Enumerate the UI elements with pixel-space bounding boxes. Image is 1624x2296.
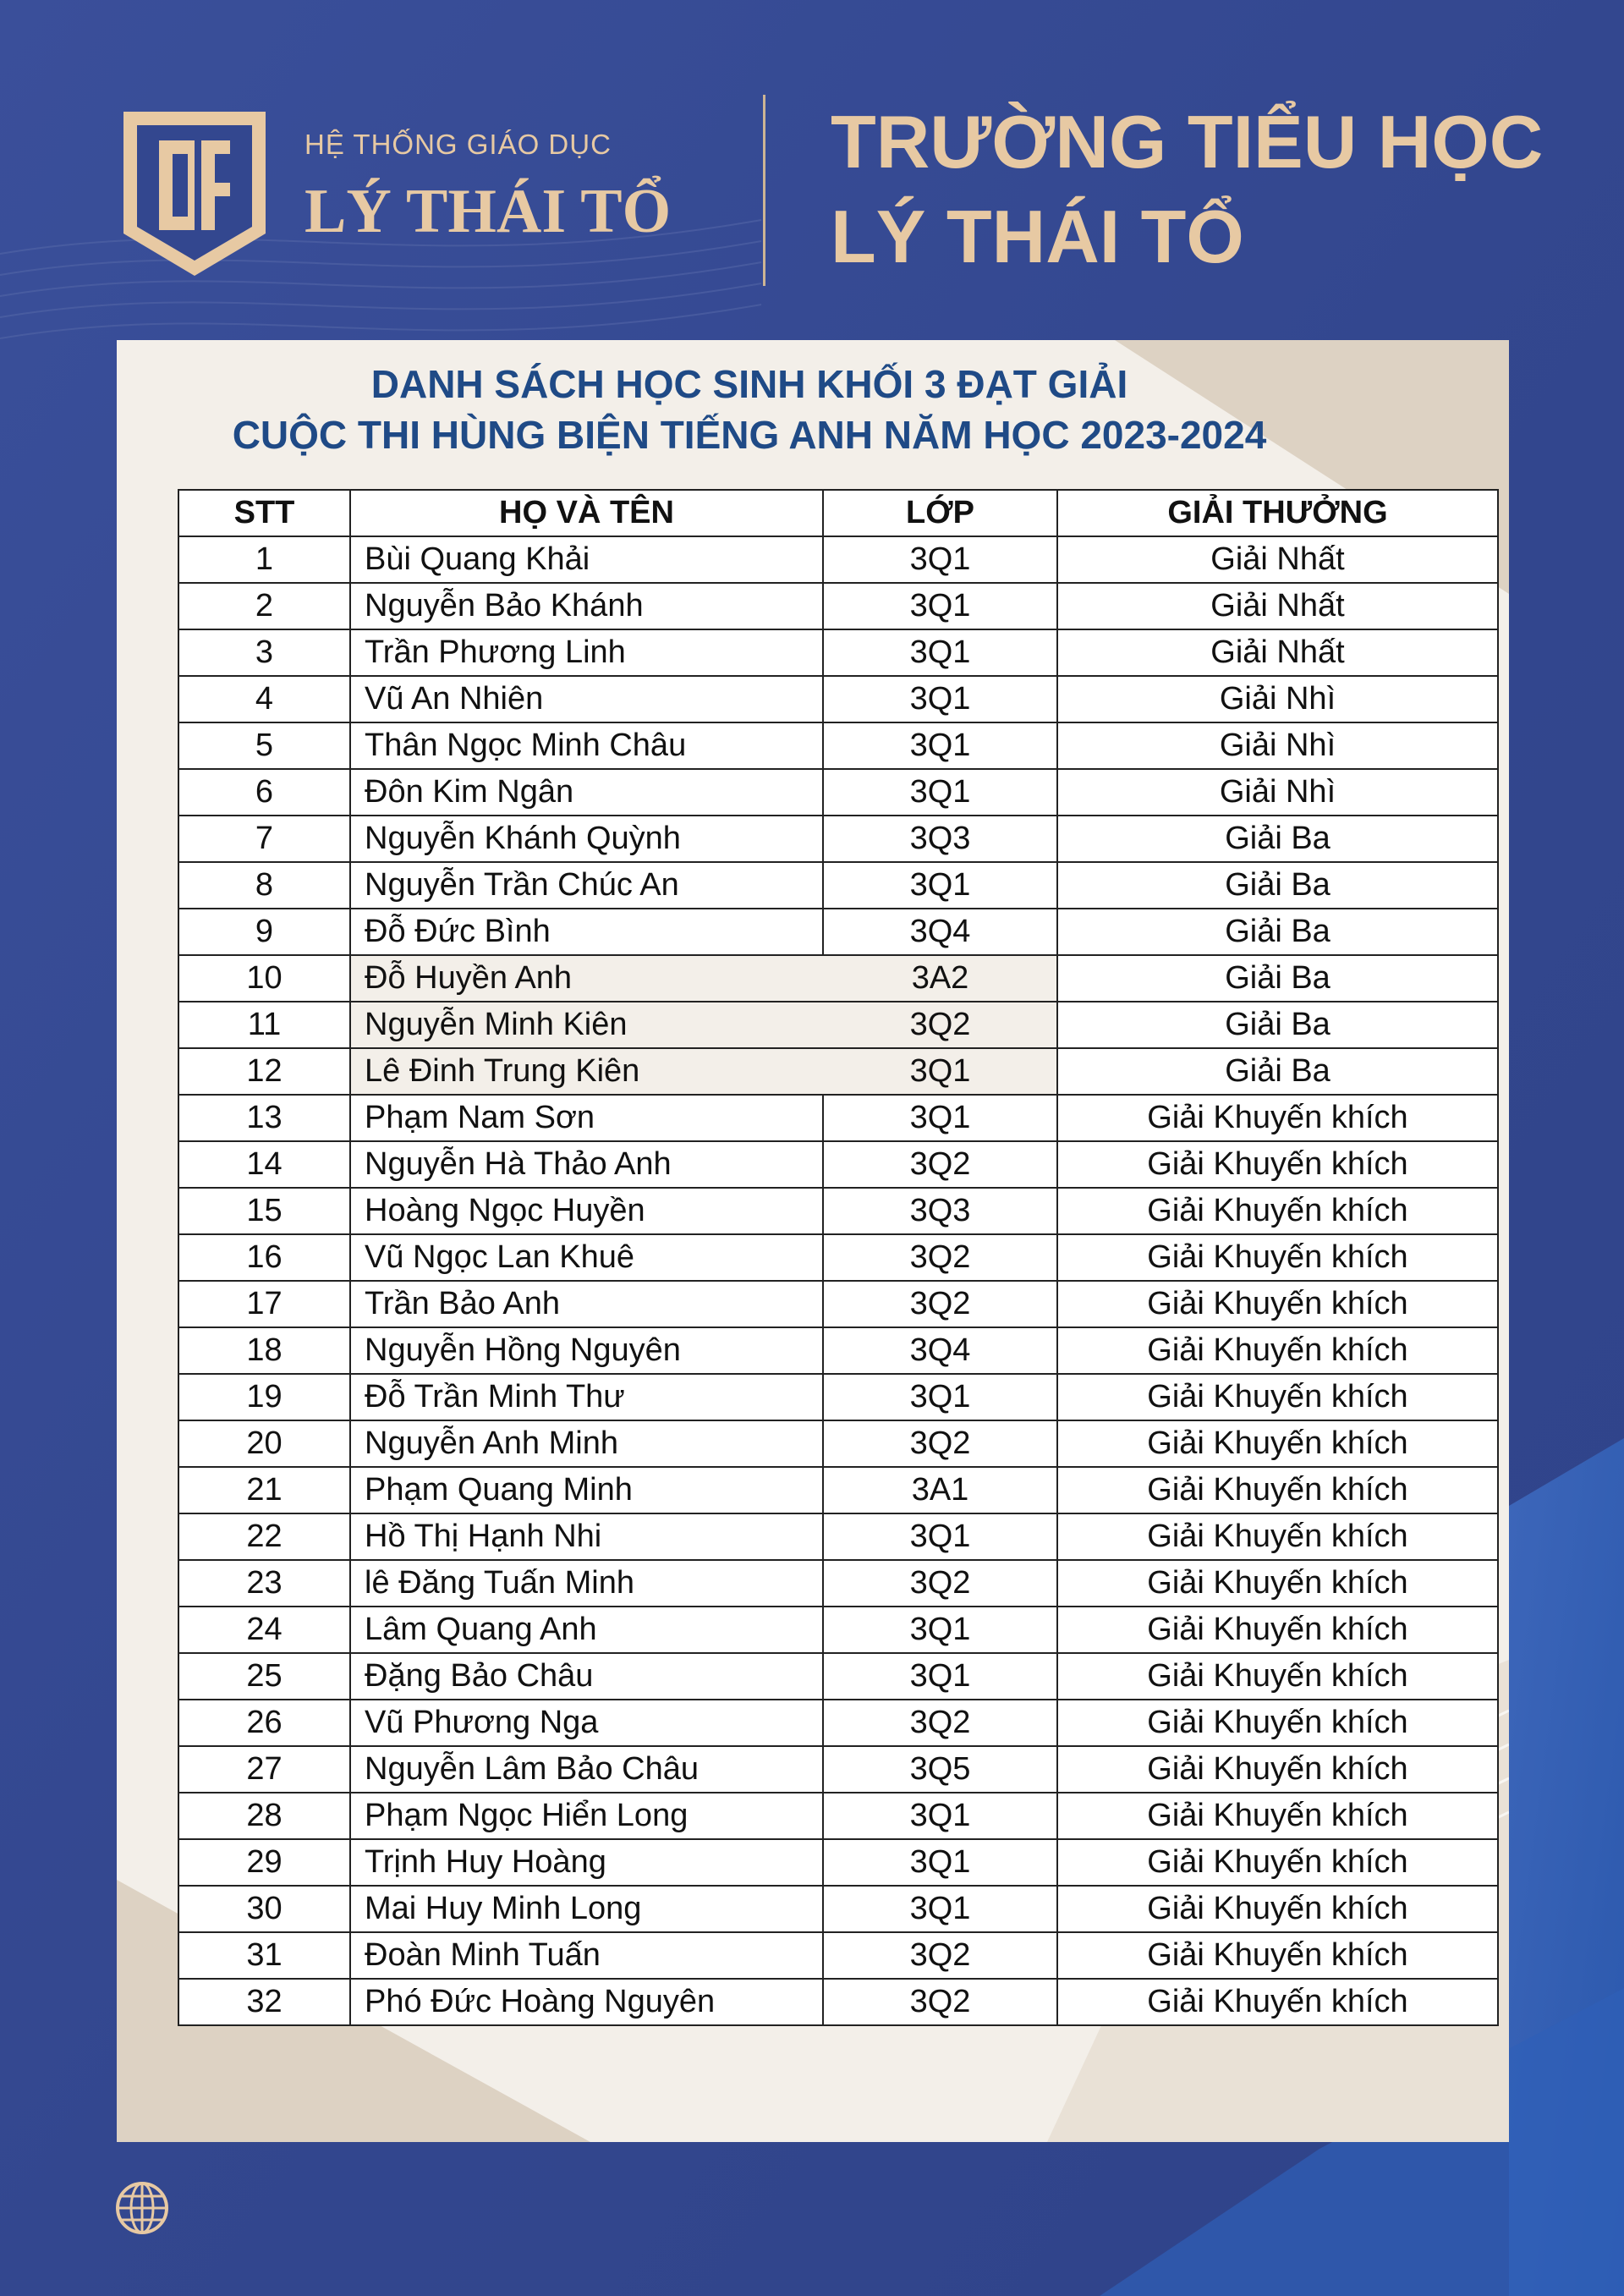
table-row: [178, 722, 1498, 769]
cell-name: Vũ Ngọc Lan Khuê: [350, 1234, 823, 1281]
table-row: [178, 1048, 1498, 1095]
table-row: [178, 1327, 1498, 1374]
cell-stt: 32: [178, 1979, 350, 2025]
cell-award: Giải Ba: [1057, 1048, 1498, 1095]
table-row: [178, 1979, 1498, 2025]
cell-stt: 23: [178, 1560, 350, 1607]
cell-stt: 9: [178, 909, 350, 955]
cell-award: Giải Khuyến khích: [1057, 1327, 1498, 1374]
cell-class: 3Q1: [823, 1793, 1057, 1839]
table-header-row: [178, 490, 1498, 536]
cell-stt: 4: [178, 676, 350, 722]
cell-award: Giải Khuyến khích: [1057, 1513, 1498, 1560]
cell-award: Giải Ba: [1057, 955, 1498, 1002]
cell-award: Giải Khuyến khích: [1057, 1839, 1498, 1886]
table-row: [178, 909, 1498, 955]
cell-class: 3A1: [823, 1467, 1057, 1513]
cell-stt: 24: [178, 1607, 350, 1653]
table-row: [178, 1234, 1498, 1281]
cell-stt: 18: [178, 1327, 350, 1374]
cell-award: Giải Nhất: [1057, 629, 1498, 676]
cell-name: Phạm Ngọc Hiển Long: [350, 1793, 823, 1839]
cell-class: 3Q4: [823, 1327, 1057, 1374]
header-name: HỌ VÀ TÊN: [350, 490, 823, 536]
table-row: [178, 1141, 1498, 1188]
cell-award: Giải Khuyến khích: [1057, 1653, 1498, 1700]
cell-stt: 30: [178, 1886, 350, 1932]
cell-award: Giải Khuyến khích: [1057, 1420, 1498, 1467]
header-award: GIẢI THƯỞNG: [1057, 490, 1498, 536]
cell-name: Đỗ Đức Bình: [350, 909, 823, 955]
cell-award: Giải Khuyến khích: [1057, 1560, 1498, 1607]
cell-name: Nguyễn Anh Minh: [350, 1420, 823, 1467]
cell-stt: 12: [178, 1048, 350, 1095]
cell-award: Giải Khuyến khích: [1057, 1095, 1498, 1141]
cell-class: 3Q2: [823, 1141, 1057, 1188]
table-row: [178, 1746, 1498, 1793]
cell-award: Giải Khuyến khích: [1057, 1374, 1498, 1420]
cell-name: Lâm Quang Anh: [350, 1607, 823, 1653]
cell-class: 3Q5: [823, 1746, 1057, 1793]
cell-name: Nguyễn Bảo Khánh: [350, 583, 823, 629]
cell-class: 3Q1: [823, 1839, 1057, 1886]
brand-name: LÝ THÁI TỔ: [304, 177, 672, 246]
table-row: [178, 629, 1498, 676]
cell-stt: 2: [178, 583, 350, 629]
cell-award: Giải Ba: [1057, 1002, 1498, 1048]
cell-name: Nguyễn Minh Kiên: [350, 1002, 823, 1048]
cell-class: 3Q1: [823, 676, 1057, 722]
cell-class: 3Q3: [823, 816, 1057, 862]
table-row: [178, 1932, 1498, 1979]
cell-stt: 1: [178, 536, 350, 583]
cell-class: 3Q1: [823, 536, 1057, 583]
cell-stt: 11: [178, 1002, 350, 1048]
cell-name: Trịnh Huy Hoàng: [350, 1839, 823, 1886]
cell-name: Bùi Quang Khải: [350, 536, 823, 583]
table-row: [178, 955, 1498, 1002]
cell-name: Hồ Thị Hạnh Nhi: [350, 1513, 823, 1560]
cell-class: 3Q1: [823, 629, 1057, 676]
cell-class: 3A2: [823, 955, 1057, 1002]
cell-stt: 21: [178, 1467, 350, 1513]
cell-stt: 6: [178, 769, 350, 816]
cell-class: 3Q3: [823, 1188, 1057, 1234]
cell-award: Giải Ba: [1057, 909, 1498, 955]
cell-class: 3Q2: [823, 1234, 1057, 1281]
cell-stt: 17: [178, 1281, 350, 1327]
cell-class: 3Q1: [823, 583, 1057, 629]
cell-award: Giải Khuyến khích: [1057, 1793, 1498, 1839]
cell-award: Giải Khuyến khích: [1057, 1141, 1498, 1188]
cell-name: Thân Ngọc Minh Châu: [350, 722, 823, 769]
table-row: [178, 1281, 1498, 1327]
cell-class: 3Q2: [823, 1002, 1057, 1048]
header-divider: [763, 95, 765, 286]
cell-stt: 19: [178, 1374, 350, 1420]
table-row: [178, 1607, 1498, 1653]
cell-award: Giải Khuyến khích: [1057, 1886, 1498, 1932]
cell-class: 3Q2: [823, 1420, 1057, 1467]
school-title: [831, 95, 1543, 284]
cell-class: 3Q1: [823, 722, 1057, 769]
cell-stt: 28: [178, 1793, 350, 1839]
cell-name: Nguyễn Lâm Bảo Châu: [350, 1746, 823, 1793]
cell-stt: 26: [178, 1700, 350, 1746]
cell-class: 3Q1: [823, 1653, 1057, 1700]
cell-stt: 5: [178, 722, 350, 769]
table-row: [178, 1374, 1498, 1420]
header-class: LỚP: [823, 490, 1057, 536]
cell-class: 3Q2: [823, 1979, 1057, 2025]
header-stt: STT: [178, 490, 350, 536]
cell-stt: 27: [178, 1746, 350, 1793]
cell-stt: 29: [178, 1839, 350, 1886]
cell-class: 3Q1: [823, 1374, 1057, 1420]
cell-class: 3Q2: [823, 1932, 1057, 1979]
cell-name: Mai Huy Minh Long: [350, 1886, 823, 1932]
cell-name: Trần Phương Linh: [350, 629, 823, 676]
cell-stt: 31: [178, 1932, 350, 1979]
cell-stt: 7: [178, 816, 350, 862]
cell-award: Giải Khuyến khích: [1057, 1700, 1498, 1746]
table-row: [178, 769, 1498, 816]
cell-name: Trần Bảo Anh: [350, 1281, 823, 1327]
cell-name: Nguyễn Trần Chúc An: [350, 862, 823, 909]
brand-subtitle: HỆ THỐNG GIÁO DỤC: [304, 129, 612, 160]
cell-award: Giải Khuyến khích: [1057, 1746, 1498, 1793]
cell-name: Lê Đinh Trung Kiên: [350, 1048, 823, 1095]
cell-name: Nguyễn Hồng Nguyên: [350, 1327, 823, 1374]
cell-stt: 14: [178, 1141, 350, 1188]
cell-award: Giải Ba: [1057, 816, 1498, 862]
cell-name: Đoàn Minh Tuấn: [350, 1932, 823, 1979]
cell-stt: 22: [178, 1513, 350, 1560]
table-row: [178, 1653, 1498, 1700]
table-row: [178, 816, 1498, 862]
award-table: [178, 489, 1499, 2026]
table-row: [178, 676, 1498, 722]
cell-stt: 16: [178, 1234, 350, 1281]
cell-award: Giải Nhì: [1057, 769, 1498, 816]
cell-class: 3Q2: [823, 1560, 1057, 1607]
cell-award: Giải Khuyến khích: [1057, 1607, 1498, 1653]
title-line2: CUỘC THI HÙNG BIỆN TIẾNG ANH NĂM HỌC 2023-2024: [232, 413, 1267, 457]
cell-name: Đỗ Trần Minh Thư: [350, 1374, 823, 1420]
cell-award: Giải Nhì: [1057, 722, 1498, 769]
cell-name: lê Đăng Tuấn Minh: [350, 1560, 823, 1607]
cell-name: Vũ Phương Nga: [350, 1700, 823, 1746]
globe-icon: [115, 2181, 169, 2235]
cell-award: Giải Nhì: [1057, 676, 1498, 722]
cell-name: Đỗ Huyền Anh: [350, 955, 823, 1002]
content-card: [117, 340, 1509, 2142]
cell-name: Phó Đức Hoàng Nguyên: [350, 1979, 823, 2025]
table-row: [178, 1095, 1498, 1141]
cell-name: Phạm Quang Minh: [350, 1467, 823, 1513]
cell-stt: 10: [178, 955, 350, 1002]
cell-award: Giải Khuyến khích: [1057, 1932, 1498, 1979]
cell-class: 3Q2: [823, 1281, 1057, 1327]
document-title: [117, 359, 1509, 460]
table-row: [178, 1839, 1498, 1886]
cell-stt: 25: [178, 1653, 350, 1700]
cell-award: Giải Khuyến khích: [1057, 1467, 1498, 1513]
cell-award: Giải Khuyến khích: [1057, 1188, 1498, 1234]
cell-name: Hoàng Ngọc Huyền: [350, 1188, 823, 1234]
cell-class: 3Q1: [823, 1048, 1057, 1095]
cell-class: 3Q1: [823, 1095, 1057, 1141]
cell-award: Giải Khuyến khích: [1057, 1281, 1498, 1327]
cell-stt: 15: [178, 1188, 350, 1234]
table-row: [178, 1793, 1498, 1839]
table-row: [178, 1886, 1498, 1932]
table-row: [178, 1002, 1498, 1048]
cell-award: Giải Ba: [1057, 862, 1498, 909]
cell-award: Giải Khuyến khích: [1057, 1234, 1498, 1281]
shield-logo-icon: [118, 107, 271, 280]
cell-class: 3Q2: [823, 1700, 1057, 1746]
school-title-line1: TRƯỜNG TIỂU HỌC: [831, 100, 1544, 184]
table-row: [178, 1188, 1498, 1234]
cell-stt: 8: [178, 862, 350, 909]
cell-name: Nguyễn Hà Thảo Anh: [350, 1141, 823, 1188]
table-row: [178, 1513, 1498, 1560]
cell-stt: 20: [178, 1420, 350, 1467]
cell-name: Đôn Kim Ngân: [350, 769, 823, 816]
cell-name: Nguyễn Khánh Quỳnh: [350, 816, 823, 862]
cell-name: Phạm Nam Sơn: [350, 1095, 823, 1141]
cell-award: Giải Nhất: [1057, 583, 1498, 629]
table-row: [178, 1560, 1498, 1607]
table-row: [178, 583, 1498, 629]
table-row: [178, 862, 1498, 909]
cell-name: Vũ An Nhiên: [350, 676, 823, 722]
table-row: [178, 1420, 1498, 1467]
title-line1: DANH SÁCH HỌC SINH KHỐI 3 ĐẠT GIẢI: [370, 362, 1128, 406]
school-title-line2: LÝ THÁI TỔ: [831, 195, 1244, 278]
cell-class: 3Q1: [823, 1513, 1057, 1560]
header: [0, 0, 1624, 321]
table-body: [178, 536, 1498, 2025]
cell-class: 3Q1: [823, 769, 1057, 816]
cell-stt: 13: [178, 1095, 350, 1141]
cell-name: Đặng Bảo Châu: [350, 1653, 823, 1700]
cell-award: Giải Nhất: [1057, 536, 1498, 583]
table-row: [178, 1467, 1498, 1513]
cell-stt: 3: [178, 629, 350, 676]
cell-award: Giải Khuyến khích: [1057, 1979, 1498, 2025]
cell-class: 3Q4: [823, 909, 1057, 955]
cell-class: 3Q1: [823, 1607, 1057, 1653]
table-row: [178, 536, 1498, 583]
cell-class: 3Q1: [823, 1886, 1057, 1932]
table-row: [178, 1700, 1498, 1746]
cell-class: 3Q1: [823, 862, 1057, 909]
